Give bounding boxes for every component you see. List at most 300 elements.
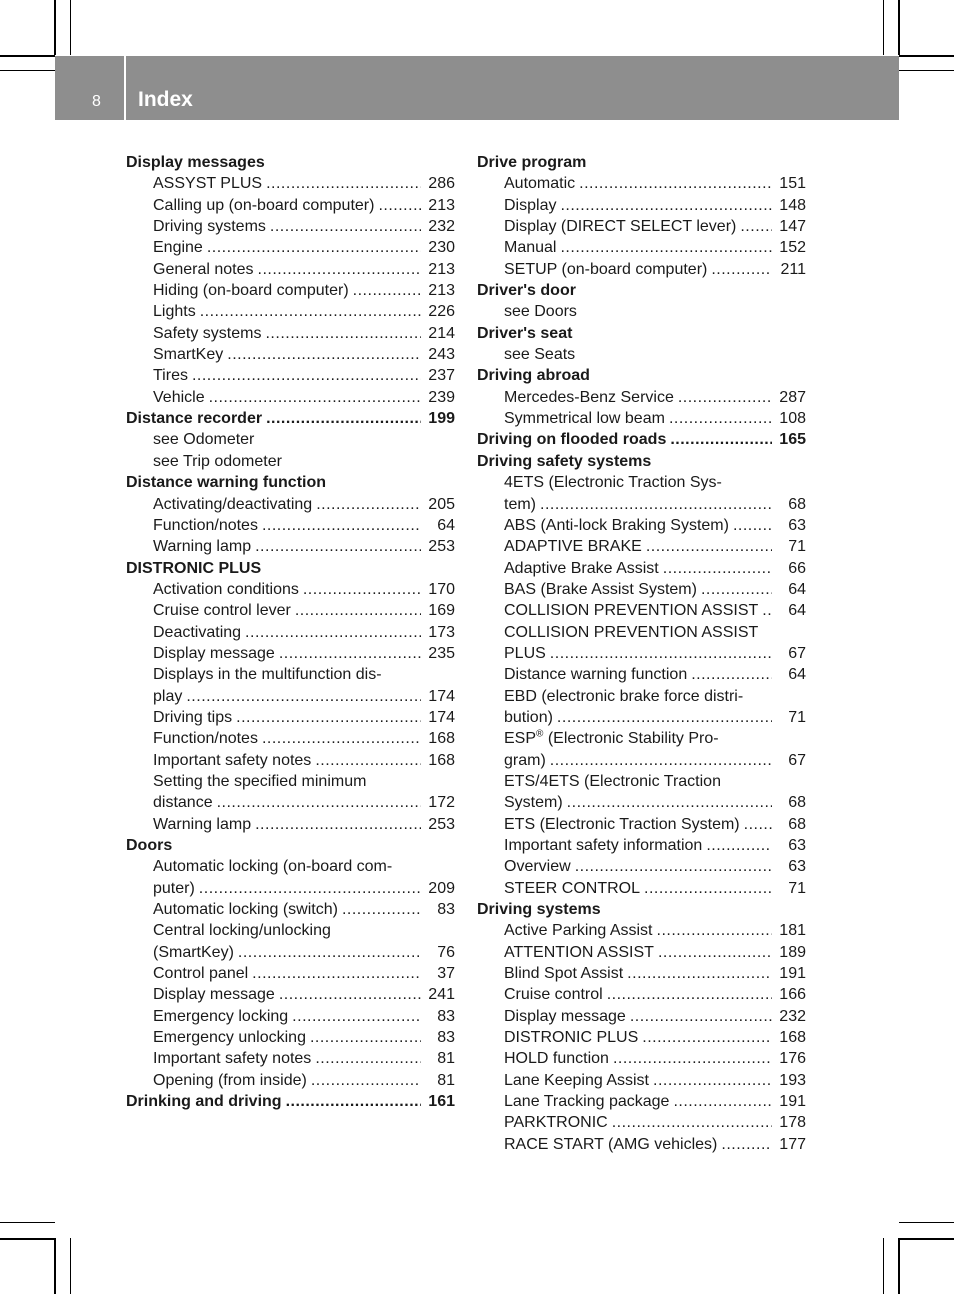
index-entry[interactable]: [126, 515, 455, 536]
index-entry-text: Mercedes-Benz Service: [504, 388, 674, 406]
index-entry-text: STEER CONTROL: [504, 879, 641, 897]
crop-mark: [899, 70, 954, 71]
index-entry[interactable]: [477, 643, 806, 664]
dot-leader: [567, 792, 772, 813]
index-entry-text: Display (DIRECT SELECT lever): [504, 218, 737, 236]
dot-leader: [550, 750, 772, 771]
index-entry[interactable]: [477, 494, 806, 515]
index-entry-text: Cruise control lever: [153, 602, 291, 620]
index-entry[interactable]: [477, 387, 806, 408]
index-heading: [477, 323, 806, 344]
index-entry[interactable]: [126, 707, 455, 728]
index-entry[interactable]: [477, 750, 806, 771]
dot-leader: [270, 216, 421, 237]
index-entry-text: Manual: [504, 239, 557, 257]
index-entry[interactable]: [477, 1070, 806, 1091]
index-entry[interactable]: [477, 920, 806, 941]
index-entry[interactable]: [477, 1134, 806, 1155]
index-entry[interactable]: [477, 558, 806, 579]
dot-leader: [303, 579, 421, 600]
index-entry[interactable]: [477, 1112, 806, 1133]
index-page-ref[interactable]: 66: [788, 559, 806, 577]
index-entry-text: Driving safety systems: [477, 452, 652, 470]
index-page-ref[interactable]: 68: [788, 815, 806, 833]
index-heading[interactable]: [126, 1091, 455, 1112]
index-page-ref[interactable]: 148: [779, 196, 806, 214]
index-entry-text: Warning lamp: [153, 815, 252, 833]
index-entry[interactable]: [477, 984, 806, 1005]
index-heading: [126, 152, 455, 173]
index-entry-text: Warning lamp: [153, 538, 252, 556]
dot-leader: [292, 1006, 421, 1027]
index-page-ref[interactable]: 37: [437, 965, 455, 983]
header-divider: [124, 56, 126, 120]
crop-mark: [0, 70, 55, 71]
index-entry[interactable]: [126, 963, 455, 984]
index-page-ref[interactable]: 211: [780, 260, 806, 278]
dot-leader: [579, 173, 772, 194]
index-entry-text: Display message: [504, 1007, 626, 1025]
dot-leader: [199, 878, 421, 899]
index-entry[interactable]: [126, 792, 455, 813]
dot-leader: [295, 600, 421, 621]
index-heading: [126, 558, 455, 579]
index-entry-text: Activating/deactivating: [153, 495, 313, 513]
index-entry[interactable]: [477, 259, 806, 280]
index-page-ref[interactable]: 169: [428, 602, 455, 620]
index-entry-text: COLLISION PREVENTION ASSIST: [504, 623, 759, 641]
index-entry-text: Tires: [153, 367, 188, 385]
index-entry: [477, 686, 806, 707]
index-page-ref[interactable]: 83: [437, 1007, 455, 1025]
index-entry-text: Display message: [153, 644, 275, 662]
index-entry[interactable]: [477, 707, 806, 728]
index-heading: [477, 152, 806, 173]
index-entry: [477, 622, 806, 643]
dot-leader: [663, 558, 772, 579]
index-page-ref[interactable]: 67: [788, 644, 806, 662]
index-page-ref[interactable]: 64: [788, 580, 806, 598]
dot-leader: [310, 1027, 421, 1048]
index-entry[interactable]: [477, 515, 806, 536]
dot-leader: [342, 899, 421, 920]
index-entry-text: Function/notes: [153, 730, 258, 748]
index-entry[interactable]: [126, 173, 455, 194]
index-entry: [477, 472, 806, 493]
index-entry[interactable]: [126, 942, 455, 963]
dot-leader: [762, 600, 772, 621]
index-entry: [477, 728, 806, 749]
index-column-right: [477, 152, 806, 1155]
index-heading: [477, 899, 806, 920]
index-page-ref[interactable]: 81: [437, 1050, 455, 1068]
index-entry-text: Lane Tracking package: [504, 1093, 670, 1111]
index-page-ref[interactable]: 63: [788, 516, 806, 534]
index-entry[interactable]: [126, 195, 455, 216]
dot-leader: [670, 429, 772, 450]
index-entry-text: gram): [504, 751, 546, 769]
dot-leader: [266, 173, 421, 194]
index-entry-text: Control panel: [153, 965, 249, 983]
index-page-ref[interactable]: 176: [779, 1050, 806, 1068]
dot-leader: [353, 280, 421, 301]
index-entry[interactable]: [477, 1027, 806, 1048]
index-entry[interactable]: [126, 494, 455, 515]
index-page-ref[interactable]: 239: [428, 388, 455, 406]
dot-leader: [744, 814, 772, 835]
crop-mark: [54, 0, 56, 55]
index-entry-text: Activation conditions: [153, 580, 299, 598]
dot-leader: [258, 259, 421, 280]
index-entry-text: Function/notes: [153, 516, 258, 534]
index-page-ref[interactable]: 191: [779, 965, 806, 983]
dot-leader: [613, 1048, 772, 1069]
index-page-ref[interactable]: 161: [428, 1093, 455, 1111]
dot-leader: [560, 195, 772, 216]
index-entry-text: see Odometer: [153, 431, 255, 449]
dot-leader: [646, 536, 772, 557]
index-entry[interactable]: [126, 216, 455, 237]
dot-leader: [316, 494, 421, 515]
index-page-ref[interactable]: 168: [428, 730, 455, 748]
index-page-ref[interactable]: 241: [428, 986, 455, 1004]
index-entry[interactable]: [477, 878, 806, 899]
index-page-ref[interactable]: 237: [428, 367, 455, 385]
crop-mark: [899, 1222, 954, 1223]
index-entry-text: Important safety notes: [153, 751, 312, 769]
index-entry-text: Setting the specified minimum: [153, 772, 367, 790]
crop-mark: [0, 1222, 55, 1223]
index-entry-text: Driving systems: [477, 901, 601, 919]
index-entry[interactable]: [126, 686, 455, 707]
index-page-ref[interactable]: 166: [779, 986, 806, 1004]
index-page-ref[interactable]: 174: [428, 687, 455, 705]
index-page-ref[interactable]: 178: [779, 1114, 806, 1132]
index-entry-text: Adaptive Brake Assist: [504, 559, 659, 577]
index-page-ref[interactable]: 199: [428, 410, 455, 428]
index-entry-text: Display messages: [126, 154, 265, 171]
index-entry[interactable]: [126, 622, 455, 643]
index-page-ref[interactable]: 191: [779, 1093, 806, 1111]
index-page-ref[interactable]: 181: [779, 922, 806, 940]
dot-leader: [560, 237, 772, 258]
index-entry-text: Calling up (on-board computer): [153, 196, 375, 214]
index-entry-text: Emergency unlocking: [153, 1029, 306, 1047]
index-page-ref[interactable]: 226: [428, 303, 455, 321]
index-entry[interactable]: [126, 365, 455, 386]
index-entry[interactable]: [477, 835, 806, 856]
index-page-ref[interactable]: 165: [779, 431, 806, 449]
dot-leader: [238, 942, 421, 963]
index-entry-text: Vehicle: [153, 388, 205, 406]
index-page-ref[interactable]: 168: [779, 1029, 806, 1047]
dot-leader: [612, 1112, 772, 1133]
index-heading: [477, 365, 806, 386]
index-entry[interactable]: [126, 750, 455, 771]
dot-leader: [266, 408, 421, 429]
dot-leader: [265, 323, 421, 344]
index-page-ref[interactable]: 205: [428, 495, 455, 513]
index-page-ref[interactable]: 83: [437, 1029, 455, 1047]
dot-leader: [642, 1027, 772, 1048]
dot-leader: [186, 686, 421, 707]
index-page-ref[interactable]: 170: [428, 580, 455, 598]
index-entry[interactable]: [477, 237, 806, 258]
index-page-ref[interactable]: 83: [437, 901, 455, 919]
index-heading[interactable]: [126, 408, 455, 429]
index-entry-text: puter): [153, 879, 195, 897]
index-entry-text: Opening (from inside): [153, 1071, 307, 1089]
dot-leader: [311, 1070, 421, 1091]
index-entry-text: Distance warning function: [126, 474, 327, 492]
index-entry-text: Drinking and driving: [126, 1093, 282, 1111]
index-entry[interactable]: [477, 579, 806, 600]
index-page-ref[interactable]: 64: [788, 602, 806, 620]
index-page-ref[interactable]: 243: [428, 346, 455, 364]
dot-leader: [209, 387, 421, 408]
index-page-ref[interactable]: 64: [788, 666, 806, 684]
index-entry[interactable]: [126, 536, 455, 557]
index-entry[interactable]: [126, 1027, 455, 1048]
index-entry-text: Automatic locking (switch): [153, 901, 338, 919]
crop-mark: [70, 1238, 71, 1294]
dot-leader: [286, 1091, 421, 1112]
index-page-ref[interactable]: 287: [779, 388, 806, 406]
dot-leader: [557, 707, 772, 728]
index-entry[interactable]: [477, 173, 806, 194]
index-entry[interactable]: [477, 195, 806, 216]
index-entry[interactable]: [126, 579, 455, 600]
index-entry[interactable]: [477, 814, 806, 835]
dot-leader: [740, 216, 772, 237]
index-page-ref[interactable]: 193: [779, 1071, 806, 1089]
index-entry-text: play: [153, 687, 183, 705]
index-entry-text: Automatic locking (on-board com-: [153, 858, 393, 876]
page-title: Index: [138, 88, 193, 111]
index-entry-text: Driving systems: [153, 218, 266, 236]
index-entry[interactable]: [126, 899, 455, 920]
index-entry-text: Display: [504, 196, 557, 214]
dot-leader: [217, 792, 421, 813]
index-heading: [126, 472, 455, 493]
crop-mark: [70, 0, 71, 55]
index-page-ref[interactable]: 147: [779, 218, 806, 236]
index-entry-text: PLUS: [504, 644, 546, 662]
index-entry[interactable]: [126, 323, 455, 344]
index-heading[interactable]: [477, 429, 806, 450]
index-entry-text: Symmetrical low beam: [504, 410, 665, 428]
dot-leader: [678, 387, 772, 408]
index-entry[interactable]: [126, 1070, 455, 1091]
dot-leader: [540, 494, 772, 515]
index-entry[interactable]: [477, 1048, 806, 1069]
index-entry-text: Deactivating: [153, 623, 242, 641]
index-entry-text: ABS (Anti-lock Braking System): [504, 516, 729, 534]
index-entry-text: Driver's door: [477, 282, 576, 300]
index-entry[interactable]: [477, 408, 806, 429]
index-page-ref[interactable]: 67: [788, 751, 806, 769]
index-page-ref[interactable]: 108: [779, 410, 806, 428]
index-entry[interactable]: [126, 1006, 455, 1027]
index-page-ref[interactable]: 286: [428, 175, 455, 193]
crop-mark: [0, 1238, 55, 1240]
index-entry-text: HOLD function: [504, 1050, 609, 1068]
index-entry[interactable]: [477, 216, 806, 237]
dot-leader: [236, 707, 421, 728]
index-entry-text: Driving on flooded roads: [477, 431, 667, 449]
index-entry-text: Hiding (on-board computer): [153, 282, 349, 300]
index-entry[interactable]: [477, 856, 806, 877]
index-page-ref[interactable]: 71: [788, 879, 806, 897]
index-page-ref[interactable]: 177: [779, 1135, 806, 1153]
index-entry[interactable]: [477, 792, 806, 813]
dot-leader: [315, 1048, 421, 1069]
index-entry[interactable]: [126, 237, 455, 258]
index-entry-text: Display message: [153, 986, 275, 1004]
index-page-ref[interactable]: 68: [788, 495, 806, 513]
index-entry[interactable]: [477, 664, 806, 685]
index-page-ref[interactable]: 235: [428, 644, 455, 662]
index-entry[interactable]: [126, 259, 455, 280]
index-entry[interactable]: [126, 301, 455, 322]
index-entry[interactable]: [477, 536, 806, 557]
index-entry-text: ETS/4ETS (Electronic Traction: [504, 772, 721, 790]
page-number: 8: [92, 93, 101, 110]
index-entry-text: Distance warning function: [504, 666, 688, 684]
index-entry[interactable]: [477, 600, 806, 621]
index-page-ref[interactable]: 63: [788, 858, 806, 876]
index-page-ref[interactable]: 209: [428, 879, 455, 897]
dot-leader: [255, 814, 421, 835]
index-entry: [126, 920, 455, 941]
index-entry[interactable]: [126, 878, 455, 899]
index-entry-text: Driving abroad: [477, 367, 590, 385]
dot-leader: [262, 515, 421, 536]
index-entry-text: EBD (electronic brake force distri-: [504, 687, 744, 705]
index-page-ref[interactable]: 168: [428, 751, 455, 769]
dot-leader: [733, 515, 772, 536]
index-column-left: [126, 152, 455, 1112]
dot-leader: [691, 664, 772, 685]
index-page-ref[interactable]: 63: [788, 837, 806, 854]
dot-leader: [192, 365, 421, 386]
index-heading: [477, 451, 806, 472]
index-entry: [126, 856, 455, 877]
index-entry-text: Lane Keeping Assist: [504, 1071, 649, 1089]
index-entry-text: Automatic: [504, 175, 576, 193]
index-entry: [126, 771, 455, 792]
index-page-ref[interactable]: 232: [779, 1007, 806, 1025]
index-page-ref[interactable]: 151: [779, 175, 806, 193]
crop-mark: [883, 1238, 884, 1294]
index-entry[interactable]: [477, 942, 806, 963]
index-entry[interactable]: [126, 1048, 455, 1069]
index-page-ref[interactable]: 172: [428, 794, 455, 812]
index-page-ref[interactable]: 189: [779, 943, 806, 961]
crop-mark: [899, 1238, 954, 1240]
index-page-ref[interactable]: 152: [779, 239, 806, 257]
dot-leader: [706, 835, 772, 856]
index-entry[interactable]: [126, 643, 455, 664]
index-page-ref[interactable]: 68: [788, 794, 806, 812]
dot-leader: [644, 878, 772, 899]
index-entry[interactable]: [126, 728, 455, 749]
index-entry-text: BAS (Brake Assist System): [504, 580, 697, 598]
index-entry-text: see Trip odometer: [153, 452, 282, 470]
dot-leader: [255, 536, 421, 557]
index-page-ref[interactable]: 174: [428, 708, 455, 726]
dot-leader: [721, 1134, 772, 1155]
dot-leader: [207, 237, 421, 258]
index-page-ref[interactable]: 230: [428, 239, 455, 257]
index-entry-text: Displays in the multifunction dis-: [153, 666, 382, 684]
index-entry[interactable]: [126, 814, 455, 835]
index-page-ref[interactable]: 253: [428, 538, 455, 556]
index-page-ref[interactable]: 81: [437, 1071, 455, 1089]
dot-leader: [245, 622, 421, 643]
index-entry[interactable]: [126, 344, 455, 365]
index-page-ref[interactable]: 64: [437, 516, 455, 534]
index-entry-text: distance: [153, 794, 213, 812]
index-entry[interactable]: [126, 387, 455, 408]
dot-leader: [653, 1070, 772, 1091]
index-entry[interactable]: [126, 280, 455, 301]
index-page-ref[interactable]: 71: [788, 538, 806, 556]
dot-leader: [252, 963, 421, 984]
index-page-ref[interactable]: 76: [437, 943, 455, 961]
index-entry-text: ADAPTIVE BRAKE: [504, 538, 642, 556]
index-entry[interactable]: [126, 984, 455, 1005]
crop-mark: [898, 1238, 900, 1294]
index-entry: [126, 429, 455, 450]
index-page-ref[interactable]: 214: [428, 324, 455, 342]
index-entry-text: Driver's seat: [477, 324, 573, 342]
dot-leader: [262, 728, 421, 749]
dot-leader: [315, 750, 421, 771]
index-page-ref[interactable]: 213: [428, 260, 455, 278]
index-entry-text: RACE START (AMG vehicles): [504, 1135, 718, 1153]
index-entry[interactable]: [477, 963, 806, 984]
index-entry[interactable]: [477, 1006, 806, 1027]
index-entry-text: DISTRONIC PLUS: [504, 1029, 639, 1047]
index-entry-text: Blind Spot Assist: [504, 965, 624, 983]
crop-mark: [54, 1238, 56, 1294]
dot-leader: [701, 579, 772, 600]
index-entry-text: System): [504, 794, 563, 812]
index-entry-text: Driving tips: [153, 708, 233, 726]
crop-mark: [883, 0, 884, 55]
index-entry-text: Emergency locking: [153, 1007, 289, 1025]
dot-leader: [669, 408, 772, 429]
index-entry-text: Important safety information: [504, 837, 703, 854]
dot-leader: [658, 942, 772, 963]
index-page-ref[interactable]: 71: [788, 708, 806, 726]
index-page-ref[interactable]: 173: [428, 623, 455, 641]
index-entry-text: Drive program: [477, 154, 587, 171]
index-page-ref[interactable]: 213: [428, 282, 455, 300]
dot-leader: [657, 920, 773, 941]
index-page-ref[interactable]: 232: [428, 218, 455, 236]
index-page-ref[interactable]: 253: [428, 815, 455, 833]
index-entry[interactable]: [126, 600, 455, 621]
index-entry: [477, 301, 806, 322]
index-page-ref[interactable]: 213: [428, 196, 455, 214]
dot-leader: [378, 195, 421, 216]
index-entry-text: SmartKey: [153, 346, 224, 364]
index-heading: [477, 280, 806, 301]
index-entry[interactable]: [477, 1091, 806, 1112]
crop-mark: [899, 55, 954, 57]
